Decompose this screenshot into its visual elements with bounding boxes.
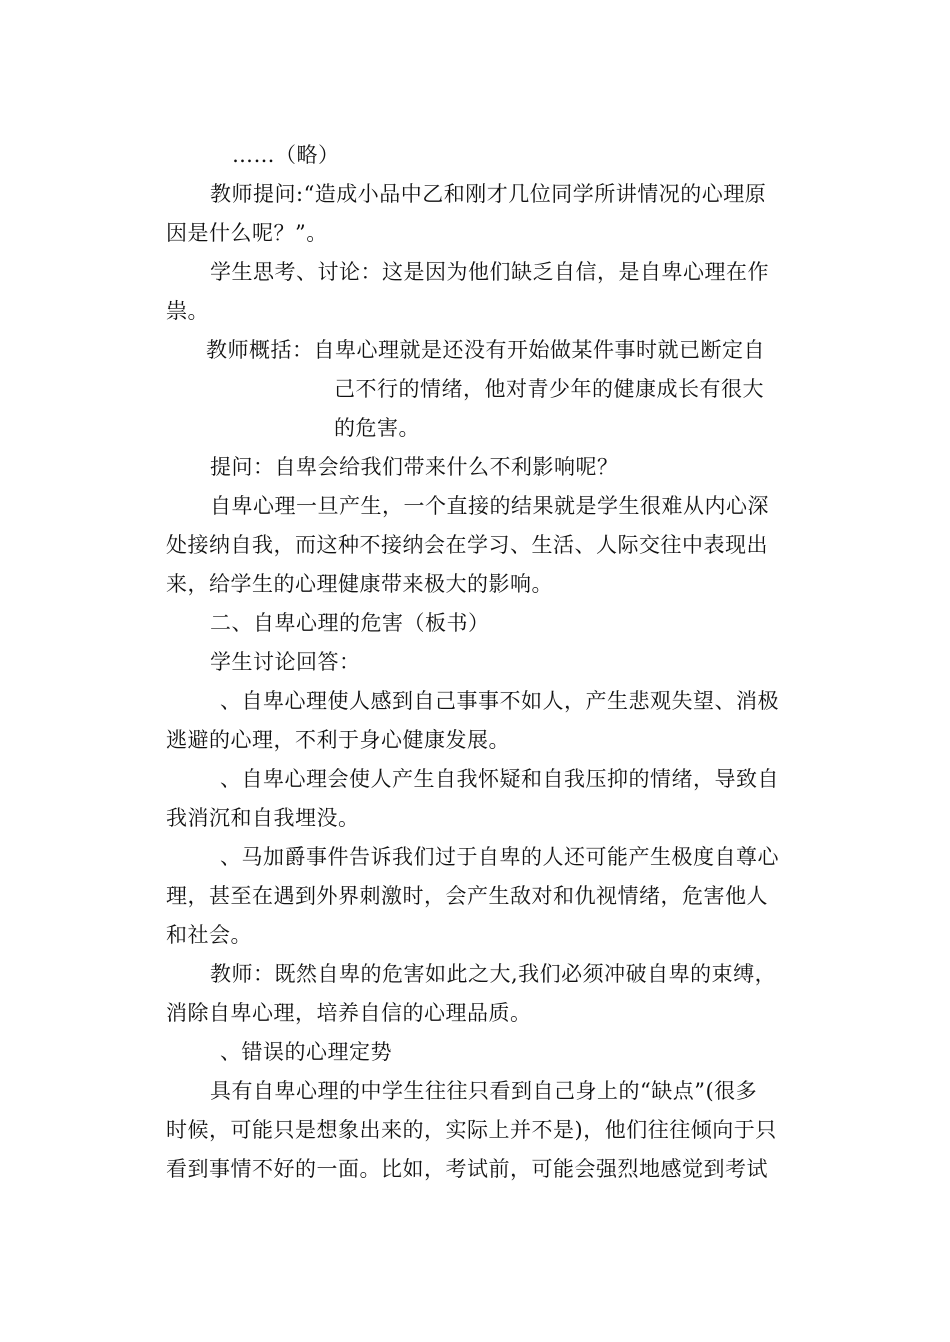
section-heading: 二、自卑心理的危害（板书） xyxy=(210,611,490,635)
text-line: 具有自卑心理的中学生往往只看到自己身上的“缺点”(很多 xyxy=(210,1079,758,1103)
text-line: 来，给学生的心理健康带来极大的影响。 xyxy=(166,572,553,596)
text-line: 的危害。 xyxy=(334,416,420,440)
text-line: 逃避的心理，不利于身心健康发展。 xyxy=(166,728,510,752)
text-line: 学生讨论回答： xyxy=(210,650,361,674)
text-line-ellipsis: ……（略） xyxy=(232,143,340,167)
text-line: 处接纳自我，而这种不接纳会在学习、生活、人际交往中表现出 xyxy=(166,533,768,557)
text-line-question: 提问：自卑会给我们带来什么不利影响呢？ xyxy=(210,455,619,479)
text-line: 自卑心理一旦产生，一个直接的结果就是学生很难从内心深 xyxy=(210,494,769,518)
text-line: 时候，可能只是想象出来的，实际上并不是)，他们往往倾向于只 xyxy=(166,1118,777,1142)
text-line: 己不行的情绪，他对青少年的健康成长有很大 xyxy=(334,377,764,401)
text-line: 我消沉和自我埋没。 xyxy=(166,806,360,830)
text-line-student-discussion: 学生思考、讨论：这是因为他们缺乏自信，是自卑心理在作 xyxy=(210,260,769,284)
text-line: 看到事情不好的一面。比如，考试前，可能会强烈地感觉到考试 xyxy=(166,1157,768,1181)
text-line: 和社会。 xyxy=(166,923,252,947)
list-item-3: 、马加爵事件告诉我们过于自卑的人还可能产生极度自尊心 xyxy=(220,845,779,869)
text-line: 祟。 xyxy=(166,299,209,323)
text-line: 理，甚至在遇到外界刺激时，会产生敌对和仇视情绪，危害他人 xyxy=(166,884,768,908)
subsection-heading: 、错误的心理定势 xyxy=(220,1040,392,1064)
text-line-teacher: 教师：既然自卑的危害如此之大,我们必须冲破自卑的束缚， xyxy=(210,962,777,986)
list-item-2: 、自卑心理会使人产生自我怀疑和自我压抑的情绪，导致自 xyxy=(220,767,779,791)
text-line: 因是什么呢？”。 xyxy=(166,221,328,245)
text-line-teacher-summary: 教师概括：自卑心理就是还没有开始做某件事时就已断定自 xyxy=(206,338,765,362)
text-line-teacher-question: 教师提问:“造成小品中乙和刚才几位同学所讲情况的心理原 xyxy=(210,182,767,206)
text-line: 消除自卑心理，培养自信的心理品质。 xyxy=(166,1001,532,1025)
list-item-1: 、自卑心理使人感到自己事事不如人，产生悲观失望、消极 xyxy=(220,689,779,713)
